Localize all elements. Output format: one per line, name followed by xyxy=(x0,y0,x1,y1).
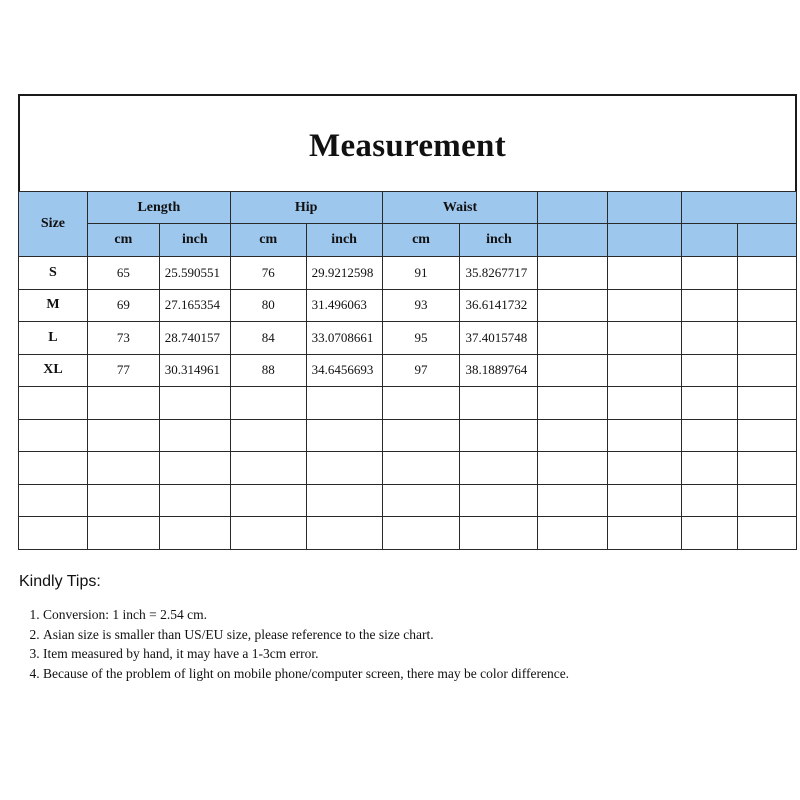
size-cell: XL xyxy=(19,354,88,387)
empty-cell xyxy=(87,517,159,550)
value-cell: 95 xyxy=(382,322,460,355)
empty-cell xyxy=(608,257,682,290)
measurement-table xyxy=(18,191,797,550)
empty-cell xyxy=(87,387,159,420)
empty-header-cell xyxy=(538,224,608,257)
empty-cell xyxy=(382,452,460,485)
empty-cell xyxy=(538,387,608,420)
empty-cell xyxy=(608,322,682,355)
value-cell: 97 xyxy=(382,354,460,387)
header-row-units xyxy=(19,224,797,257)
empty-cell xyxy=(682,257,738,290)
empty-cell xyxy=(159,517,230,550)
empty-cell xyxy=(682,517,738,550)
size-cell xyxy=(19,484,88,517)
empty-cell xyxy=(538,257,608,290)
empty-cell xyxy=(608,452,682,485)
size-cell xyxy=(19,452,88,485)
group-header-waist: Waist xyxy=(382,192,538,224)
empty-cell xyxy=(608,484,682,517)
empty-cell xyxy=(382,484,460,517)
tip-item: 4. Because of the problem of light on mobile phone/computer screen, there may be color difference. xyxy=(43,664,639,684)
size-cell xyxy=(19,517,88,550)
empty-cell xyxy=(230,452,306,485)
group-header-length: Length xyxy=(87,192,230,224)
empty-cell xyxy=(460,452,538,485)
empty-table-row xyxy=(19,484,797,517)
value-cell: 28.740157 xyxy=(159,322,230,355)
empty-cell xyxy=(682,322,738,355)
empty-cell xyxy=(538,517,608,550)
empty-cell xyxy=(538,322,608,355)
empty-cell xyxy=(608,387,682,420)
unit-header: cm xyxy=(230,224,306,257)
chart-title: Measurement xyxy=(309,128,506,164)
group-header-hip: Hip xyxy=(230,192,382,224)
empty-cell xyxy=(682,484,738,517)
empty-cell xyxy=(87,452,159,485)
empty-cell xyxy=(306,419,382,452)
value-cell: 65 xyxy=(87,257,159,290)
size-cell: M xyxy=(19,289,88,322)
value-cell: 29.9212598 xyxy=(306,257,382,290)
table-row xyxy=(19,289,797,322)
empty-cell xyxy=(382,517,460,550)
empty-cell xyxy=(682,354,738,387)
value-cell: 30.314961 xyxy=(159,354,230,387)
table-row xyxy=(19,354,797,387)
size-cell: L xyxy=(19,322,88,355)
empty-cell xyxy=(738,322,797,355)
unit-header: cm xyxy=(87,224,159,257)
value-cell: 38.1889764 xyxy=(460,354,538,387)
tip-item: 1. Conversion: 1 inch = 2.54 cm. xyxy=(43,605,639,625)
empty-header-cell xyxy=(682,192,797,224)
empty-cell xyxy=(682,419,738,452)
value-cell: 33.0708661 xyxy=(306,322,382,355)
empty-cell xyxy=(608,419,682,452)
value-cell: 35.8267717 xyxy=(460,257,538,290)
empty-cell xyxy=(382,419,460,452)
tips-title: Kindly Tips: xyxy=(19,573,101,590)
value-cell: 37.4015748 xyxy=(460,322,538,355)
title-box xyxy=(18,94,797,192)
value-cell: 34.6456693 xyxy=(306,354,382,387)
empty-cell xyxy=(230,517,306,550)
empty-cell xyxy=(538,452,608,485)
empty-cell xyxy=(306,484,382,517)
empty-cell xyxy=(682,452,738,485)
empty-header-cell xyxy=(738,224,797,257)
empty-cell xyxy=(159,387,230,420)
empty-header-cell xyxy=(608,224,682,257)
value-cell: 76 xyxy=(230,257,306,290)
value-cell: 25.590551 xyxy=(159,257,230,290)
empty-cell xyxy=(608,517,682,550)
value-cell: 69 xyxy=(87,289,159,322)
empty-cell xyxy=(460,484,538,517)
empty-header-cell xyxy=(538,192,608,224)
empty-table-row xyxy=(19,517,797,550)
empty-header-cell xyxy=(682,224,738,257)
value-cell: 73 xyxy=(87,322,159,355)
empty-cell xyxy=(306,517,382,550)
empty-cell xyxy=(738,419,797,452)
empty-cell xyxy=(738,387,797,420)
size-cell xyxy=(19,419,88,452)
empty-cell xyxy=(608,354,682,387)
size-chart xyxy=(18,94,797,554)
empty-cell xyxy=(460,517,538,550)
table-row xyxy=(19,322,797,355)
empty-cell xyxy=(738,354,797,387)
tips-list xyxy=(19,605,639,683)
value-cell: 36.6141732 xyxy=(460,289,538,322)
empty-cell xyxy=(87,419,159,452)
value-cell: 80 xyxy=(230,289,306,322)
value-cell: 27.165354 xyxy=(159,289,230,322)
empty-cell xyxy=(230,419,306,452)
header-row-groups xyxy=(19,192,797,224)
empty-cell xyxy=(682,387,738,420)
empty-cell xyxy=(538,484,608,517)
unit-header: inch xyxy=(159,224,230,257)
empty-cell xyxy=(159,484,230,517)
empty-cell xyxy=(159,419,230,452)
empty-cell xyxy=(382,387,460,420)
table-row xyxy=(19,257,797,290)
empty-cell xyxy=(538,419,608,452)
empty-cell xyxy=(682,289,738,322)
kindly-tips xyxy=(19,573,639,683)
unit-header: inch xyxy=(460,224,538,257)
size-cell: S xyxy=(19,257,88,290)
tip-item: 2. Asian size is smaller than US/EU size, please reference to the size chart. xyxy=(43,625,639,645)
empty-cell xyxy=(306,452,382,485)
empty-cell xyxy=(460,419,538,452)
empty-cell xyxy=(738,517,797,550)
value-cell: 88 xyxy=(230,354,306,387)
empty-header-cell xyxy=(608,192,682,224)
empty-cell xyxy=(306,387,382,420)
unit-header: inch xyxy=(306,224,382,257)
empty-cell xyxy=(538,289,608,322)
empty-cell xyxy=(738,452,797,485)
value-cell: 84 xyxy=(230,322,306,355)
empty-table-row xyxy=(19,387,797,420)
value-cell: 91 xyxy=(382,257,460,290)
empty-table-row xyxy=(19,452,797,485)
size-header: Size xyxy=(19,192,88,257)
empty-cell xyxy=(738,484,797,517)
value-cell: 77 xyxy=(87,354,159,387)
empty-cell xyxy=(738,257,797,290)
empty-cell xyxy=(87,484,159,517)
tip-item: 3. Item measured by hand, it may have a 1-3cm error. xyxy=(43,644,639,664)
empty-cell xyxy=(608,289,682,322)
empty-cell xyxy=(159,452,230,485)
empty-table-row xyxy=(19,419,797,452)
empty-cell xyxy=(538,354,608,387)
empty-cell xyxy=(230,387,306,420)
empty-cell xyxy=(460,387,538,420)
unit-header: cm xyxy=(382,224,460,257)
empty-cell xyxy=(230,484,306,517)
value-cell: 93 xyxy=(382,289,460,322)
size-cell xyxy=(19,387,88,420)
empty-cell xyxy=(738,289,797,322)
value-cell: 31.496063 xyxy=(306,289,382,322)
